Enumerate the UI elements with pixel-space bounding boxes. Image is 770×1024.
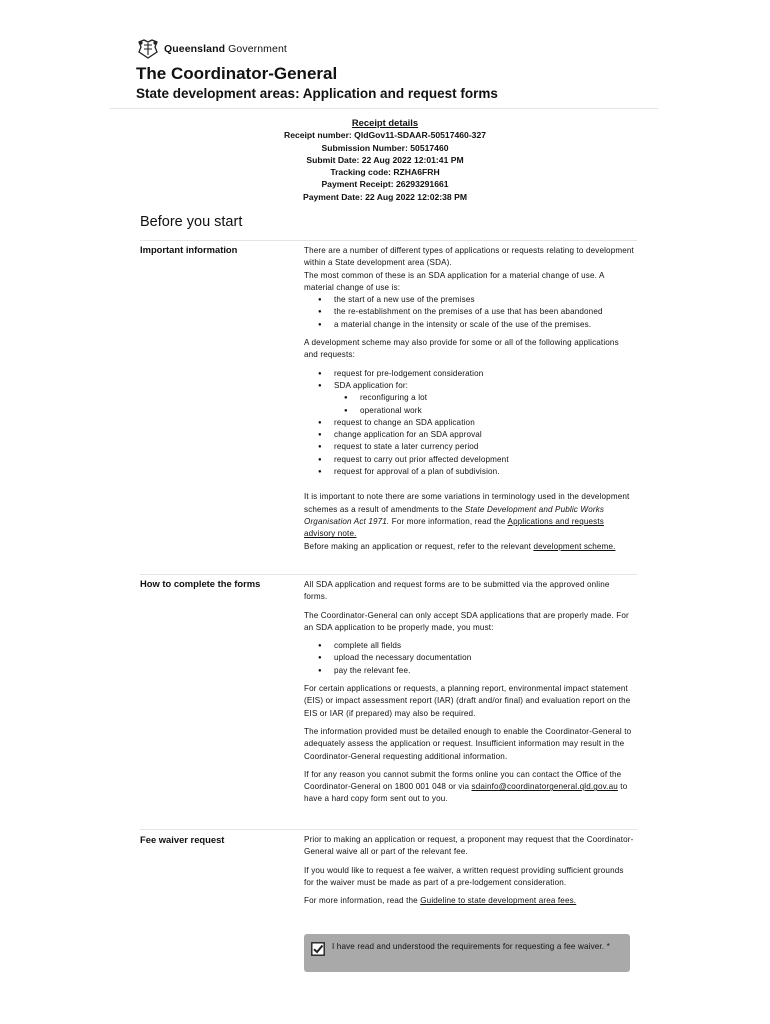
paragraph: It is important to note there are some variations in terminology used in the development schemes as a result of amendments to the State Development and Public Works Organisation Act 1971. For more information, read the Applications and requests advisory note. bbox=[304, 492, 630, 539]
row-divider bbox=[140, 240, 637, 241]
list-item: ● change application for an SDA approval bbox=[334, 429, 634, 441]
submission-number: Submission Number: 50517460 bbox=[321, 142, 449, 153]
list-item: ● pay the relevant fee. bbox=[334, 665, 634, 677]
fee-waiver-content bbox=[304, 834, 634, 907]
submit-date: Submit Date: 22 Aug 2022 12:01:41 PM bbox=[306, 154, 464, 165]
paragraph: A development scheme may also provide for some or all of the following applications and requests: bbox=[304, 338, 619, 360]
payment-date: Payment Date: 22 Aug 2022 12:02:38 PM bbox=[303, 191, 467, 202]
row-divider bbox=[140, 574, 637, 575]
paragraph: There are a number of different types of applications or requests relating to development within a State development area (SDA). bbox=[304, 246, 634, 268]
material-change-list bbox=[304, 294, 634, 331]
paragraph: The information provided must be detailed enough to enable the Coordinator-General to adequately assess the application or request. Insufficient information may result in the Coordinator-General requesting additional information. bbox=[304, 726, 632, 761]
list-item: ● request to change an SDA application bbox=[334, 417, 634, 429]
receipt-heading: Receipt details bbox=[351, 117, 419, 128]
development-scheme-link[interactable]: development scheme. bbox=[533, 541, 616, 551]
applications-list bbox=[304, 368, 634, 479]
qld-gov-logo bbox=[136, 38, 287, 60]
consent-label: I have read and understood the requirements for requesting a fee waiver. * bbox=[332, 942, 610, 951]
row-divider bbox=[140, 829, 637, 830]
header-divider bbox=[110, 108, 658, 109]
receipt-details bbox=[200, 117, 570, 203]
sub-list bbox=[334, 392, 634, 417]
tracking-code: Tracking code: RZHA6FRH bbox=[330, 167, 440, 178]
paragraph: The Coordinator-General can only accept SDA applications that are properly made. For an SDA application to be properly made, you must: bbox=[304, 610, 629, 632]
complete-forms-label: How to complete the forms bbox=[140, 578, 261, 589]
paragraph: For more information, read the Guideline to state development area fees. bbox=[304, 896, 577, 906]
receipt-number: Receipt number: QldGov11-SDAAR-50517460-327 bbox=[283, 130, 487, 141]
paragraph: If you would like to request a fee waiver, a written request providing sufficient grounds for the waiver must be made as part of a pre-lodgement consideration. bbox=[304, 865, 624, 887]
list-item: ● request for approval of a plan of subdivision. bbox=[334, 466, 634, 478]
paragraph: Prior to making an application or request, a proponent may request that the Coordinator-General waive all or part of the relevant fee. bbox=[304, 835, 634, 857]
brand-light: Government bbox=[228, 43, 287, 55]
brand-bold: Queensland bbox=[164, 43, 226, 55]
act-title: State Development and Public Works Organisation Act 1971. bbox=[304, 504, 605, 526]
section-title: Before you start bbox=[140, 214, 243, 230]
paragraph: All SDA application and request forms are to be submitted via the approved online forms. bbox=[304, 580, 610, 602]
payment-receipt: Payment Receipt: 26293291661 bbox=[321, 179, 449, 190]
email-link[interactable]: sdainfo@coordinatorgeneral.qld.gov.au bbox=[471, 782, 618, 792]
page-title: The Coordinator-General bbox=[136, 64, 338, 83]
important-info-label: Important information bbox=[140, 244, 238, 255]
list-item: ● operational work bbox=[360, 405, 634, 417]
list-item: ● request for pre-lodgement consideration bbox=[334, 368, 634, 380]
fee-waiver-consent[interactable] bbox=[304, 934, 630, 972]
checkbox-checked-icon[interactable] bbox=[311, 942, 325, 956]
paragraph: The most common of these is an SDA application for a material change of use. A material change of use is: bbox=[304, 270, 605, 292]
list-item: ● the re-establishment on the premises of a use that has been abandoned bbox=[334, 306, 634, 318]
list-item: ● a material change in the intensity or scale of the use of the premises. bbox=[334, 319, 634, 331]
fee-waiver-label: Fee waiver request bbox=[140, 834, 225, 845]
paragraph: For certain applications or requests, a planning report, environmental impact statement (EIS) or impact assessment report (IAR) (draft and/or final) and evaluation report on the EIS or IAR (if prepared) may also be required. bbox=[304, 684, 631, 718]
list-item: ● request to state a later currency period bbox=[334, 441, 634, 453]
complete-forms-content bbox=[304, 579, 634, 806]
paragraph: Before making an application or request, refer to the relevant development scheme. bbox=[304, 541, 616, 551]
advisory-note-link[interactable]: Applications and requests advisory note. bbox=[304, 516, 604, 539]
list-item: ● request to carry out prior affected development bbox=[334, 454, 634, 466]
important-info-content bbox=[304, 245, 634, 553]
page-subtitle: State development areas: Application and request forms bbox=[136, 86, 498, 101]
requirements-list bbox=[304, 640, 634, 677]
list-item: ● upload the necessary documentation bbox=[334, 652, 634, 664]
list-item: ● reconfiguring a lot bbox=[360, 392, 634, 404]
paragraph: If for any reason you cannot submit the forms online you can contact the Office of the Coordinator-General on 1800 001 048 or via sdainfo@coordinatorgeneral.qld.gov.au to have a hard copy form sent out to you. bbox=[304, 769, 628, 804]
coat-of-arms-icon bbox=[136, 38, 160, 60]
list-item: ● complete all fields bbox=[334, 640, 634, 652]
list-item: ● the start of a new use of the premises bbox=[334, 294, 634, 306]
list-item: ● SDA application for: ● reconfiguring a lot ● operational work bbox=[334, 380, 634, 417]
fee-guideline-link[interactable]: Guideline to state development area fees. bbox=[420, 896, 577, 906]
